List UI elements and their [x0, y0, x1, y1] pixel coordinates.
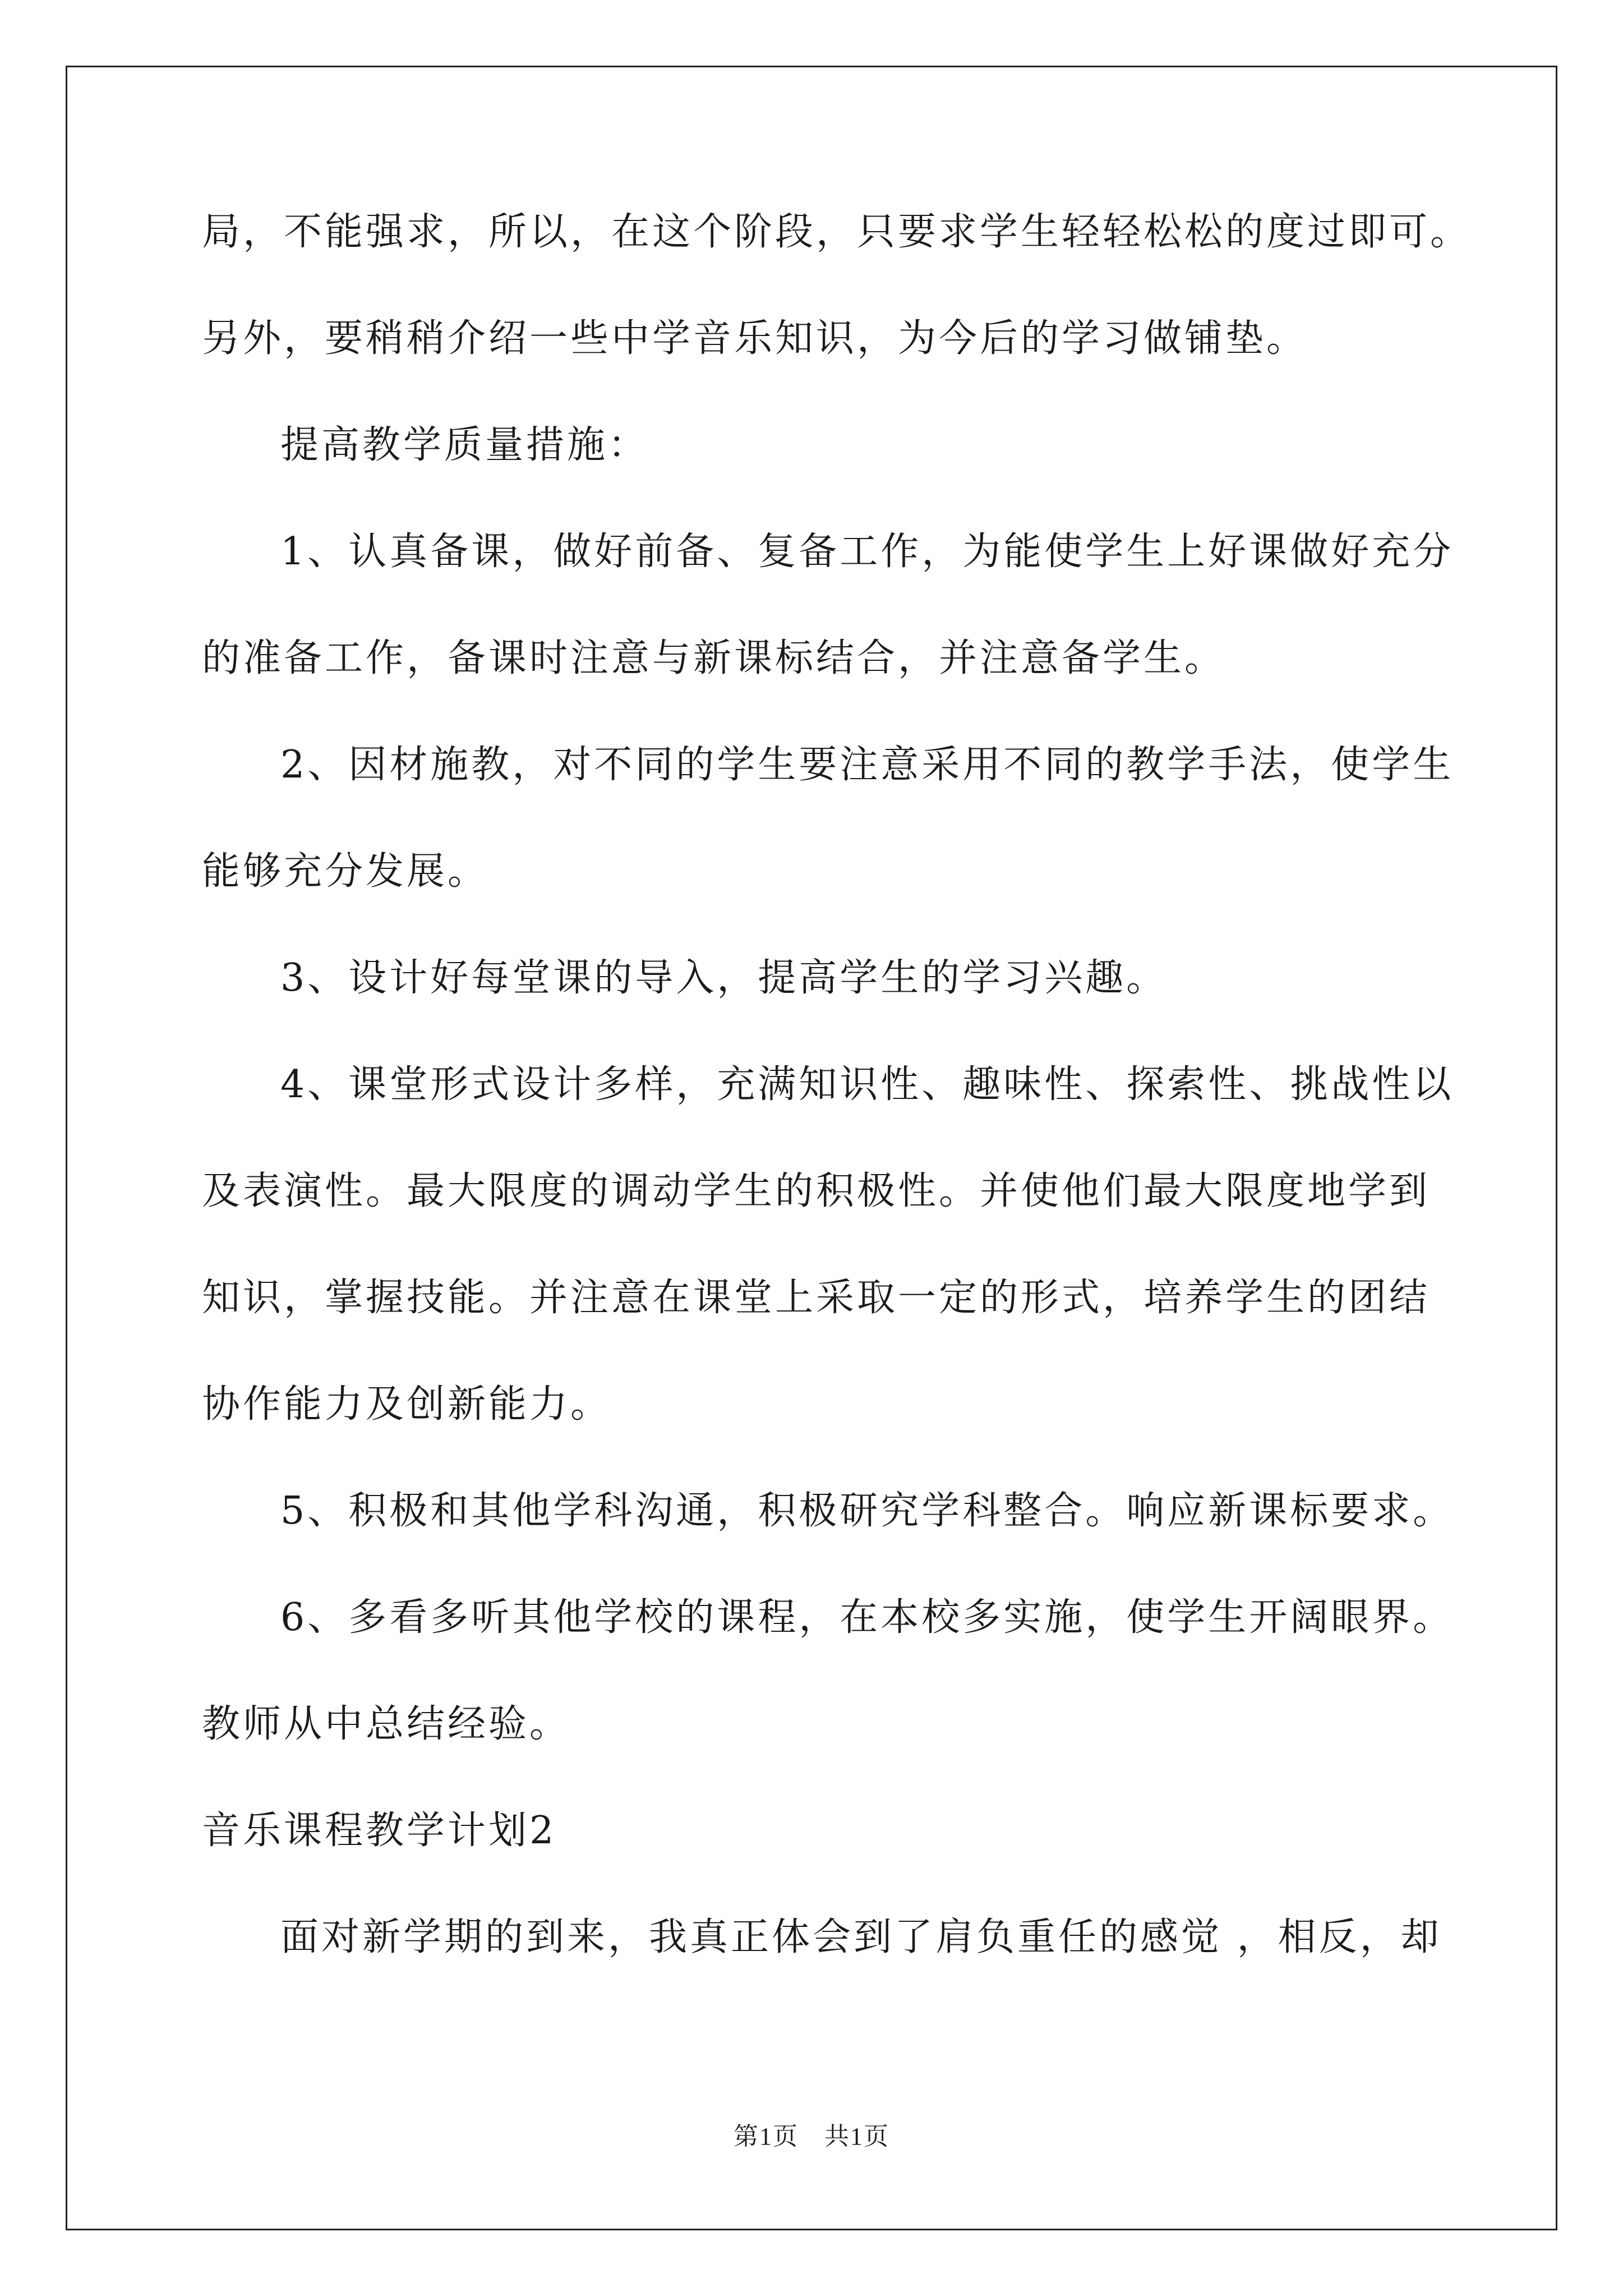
text-line: 4、课堂形式设计多样，充满知识性、趣味性、探索性、挑战性以 [280, 1062, 1454, 1107]
page-border [66, 66, 1557, 2230]
text-line: 6、多看多听其他学校的课程，在本校多实施，使学生开阔眼界。 [280, 1595, 1454, 1640]
text-line: 知识，掌握技能。并注意在课堂上采取一定的形式，培养学生的团结 [202, 1276, 1431, 1320]
section-title: 音乐课程教学计划2 [202, 1809, 557, 1853]
text-line: 面对新学期的到来，我真正体会到了肩负重任的感觉 ，相反，却 [280, 1915, 1442, 1959]
text-line: 5、积极和其他学科沟通，积极研究学科整合。响应新课标要求。 [280, 1489, 1454, 1533]
page-number-footer: 第1页 共1页 [734, 2123, 889, 2150]
text-line: 的准备工作，备课时注意与新课标结合，并注意备学生。 [202, 636, 1226, 680]
text-line: 1、认真备课，做好前备、复备工作，为能使学生上好课做好充分 [280, 530, 1454, 574]
text-line: 另外，要稍稍介绍一些中学音乐知识，为今后的学习做铺垫。 [202, 316, 1308, 361]
text-line: 能够充分发展。 [202, 849, 489, 894]
text-line: 3、设计好每堂课的导入，提高学生的学习兴趣。 [280, 956, 1168, 1000]
section-heading: 提高教学质量措施： [280, 423, 649, 467]
text-line: 局，不能强求，所以，在这个阶段，只要求学生轻轻松松的度过即可。 [202, 210, 1472, 254]
text-line: 协作能力及创新能力。 [202, 1382, 612, 1427]
text-line: 及表演性。最大限度的调动学生的积极性。并使他们最大限度地学到 [202, 1169, 1431, 1213]
text-line: 教师从中总结经验。 [202, 1702, 571, 1746]
text-line: 2、因材施教，对不同的学生要注意采用不同的教学手法，使学生 [280, 743, 1454, 787]
